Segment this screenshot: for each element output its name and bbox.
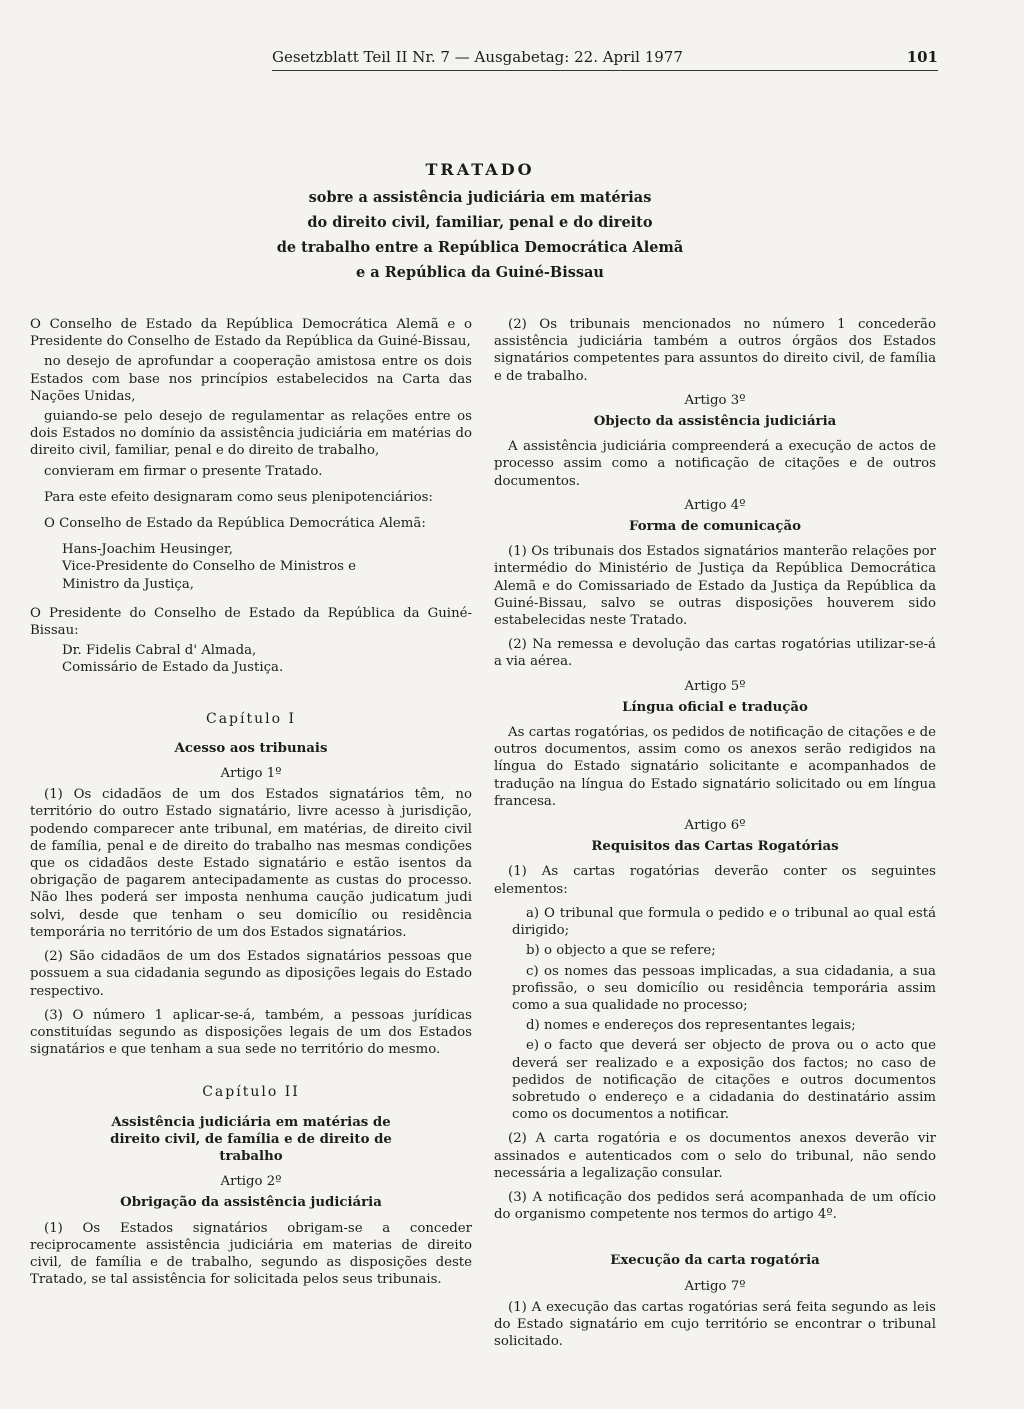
article-paragraph: (3) O número 1 aplicar-se-á, também, a pessoas jurídicas constituídas segundo as disposições legais de um dos Estados signatários e que tenham a sua sede no território do mesmo. <box>30 1007 472 1058</box>
plenipotentiary-name: Hans-Joachim Heusinger, <box>62 542 233 558</box>
article-paragraph: (1) Os cidadãos de um dos Estados signatários têm, no território do outro Estado signatário, livre acesso à jurisdição, podendo comparecer ante tribunal, em matérias, de direito civil de família, penal e de direito do trabalho nas mesmas condições que os cidadãos deste Estado signatário e estão isentos da obrigação de pagarem antecipadamente as custas do processo. Não lhes poderá ser imposta nenhuma caução judicatum judi solvi, desde que tenham o seu domicílio ou residência temporária no território de um dos Estados signatários. <box>30 787 472 940</box>
running-title: Gesetzblatt Teil II Nr. 7 — Ausgabetag: 22. April 1977 <box>272 48 683 66</box>
article-paragraph: (1) As cartas rogatórias deverão conter os seguintes elementos: <box>494 864 936 897</box>
preamble-paragraph: convieram em firmar o presente Tratado. <box>44 463 323 479</box>
article-paragraph: (2) A carta rogatória e os documentos anexos deverão vir assinados e autenticados com o selo do tribunal, não sendo necessária a legalização consular. <box>494 1131 936 1181</box>
article-title: Forma de comunicação <box>628 519 801 535</box>
list-item: e) o facto que deverá ser objecto de prova ou o acto que deverá ser realizado e a exposição dos factos; no caso de pedidos de notificação de citações e outros documentos sobretudo o endereço e a cidadania do destinatário assim como os documentos a notificar. <box>512 1038 936 1123</box>
chapter-title: Assistência judiciária em matérias de direito civil, de família e de direito de trabalho <box>110 1114 392 1164</box>
article-paragraph: (1) A execução das cartas rogatórias será feita segundo as leis do Estado signatário em cujo território se encontrar o tribunal solicitado. <box>494 1299 936 1350</box>
article-paragraph: (2) São cidadãos de um dos Estados signatários pessoas que possuem a sua cidadania segundo as diposições legais do Estado respectivo. <box>30 949 472 999</box>
preamble-paragraph: guiando-se pelo desejo de regulamentar as relações entre os dois Estados no domínio da assistência judiciária em matérias do direito civil, familiar, penal e do direito de trabalho, <box>30 409 472 459</box>
chapter-title: Acesso aos tribunais <box>174 740 328 756</box>
chapter-heading: Capítulo I <box>205 710 297 727</box>
page-number: 101 <box>906 48 938 66</box>
preamble-paragraph: O Conselho de Estado da República Democrática Alemã e o Presidente do Conselho de Estado da República da Guiné-Bissau, <box>30 317 472 350</box>
article-paragraph: (1) Os Estados signatários obrigam-se a conceder reciprocamente assistência judiciária em materias de direito civil, de família e de trabalho, segundo as disposições deste Tratado, se tal assistência for solicitada pelos seus tribunais. <box>30 1220 472 1288</box>
article-heading: Artigo 7º <box>684 1278 746 1294</box>
treaty-subtitle-line: sobre a assistência judiciária em matérias <box>308 189 652 206</box>
list-item: d) nomes e endereços dos representantes legais; <box>526 1018 856 1034</box>
article-title: Obrigação da assistência judiciária <box>120 1195 382 1211</box>
preamble-paragraph: O Presidente do Conselho de Estado da República da Guiné-Bissau: <box>30 605 472 639</box>
article-paragraph: (3) A notificação dos pedidos será acompanhada de um ofício do organismo competente nos termos do artigo 4º. <box>494 1189 936 1223</box>
plenipotentiary-title: Comissário de Estado da Justiça. <box>62 660 284 676</box>
article-title: Requisitos das Cartas Rogatórias <box>591 839 839 855</box>
list-item: a) O tribunal que formula o pedido e o tribunal ao qual está dirigido; <box>512 905 936 939</box>
right-column <box>494 316 936 1357</box>
chapter-heading: Capítulo II <box>202 1084 300 1101</box>
article-heading: Artigo 3º <box>684 392 746 408</box>
left-column <box>30 316 472 1295</box>
list-item: b) o objecto a que se refere; <box>526 943 716 959</box>
treaty-subtitle-line: de trabalho entre a República Democrática Alemã <box>276 239 684 256</box>
article-title: Língua oficial e tradução <box>622 699 808 715</box>
article-paragraph: (2) Os tribunais mencionados no número 1 concederão assistência judiciária também a outros órgãos dos Estados signatários competentes para assuntos do direito civil, de família e de trabalho. <box>494 317 936 384</box>
running-header <box>272 48 938 66</box>
plenipotentiary-name: Dr. Fidelis Cabral d' Almada, <box>62 643 257 659</box>
article-heading: Artigo 1º <box>220 766 282 782</box>
spacer <box>494 1230 936 1252</box>
article-paragraph: As cartas rogatórias, os pedidos de notificação de citações e de outros documentos, assim como os anexos serão redigidos na língua do Estado signatário solicitante e acompanhados de tradução na língua do Estado signatário solicitado ou em língua francesa. <box>494 725 936 809</box>
list-item: c) os nomes das pessoas implicadas, a sua cidadania, a sua profissão, o seu domicílio ou residência temporária assim como a sua qualidade no processo; <box>512 963 936 1013</box>
article-paragraph: (2) Na remessa e devolução das cartas rogatórias utilizar-se-á a via aérea. <box>494 637 936 670</box>
article-paragraph: (1) Os tribunais dos Estados signatários manterão relações por intermédio do Ministério de Justiça da República Democrática Alemã e do Comissariado de Estado da Justiça da República da Guiné-Bissau, salvo se outras disposições houverem sido estabelecidas neste Tratado. <box>494 544 936 629</box>
preamble-paragraph: no desejo de aprofundar a cooperação amistosa entre os dois Estados com base nos princípios estabelecidos na Carta das Nações Unidas, <box>30 354 472 404</box>
plenipotentiary-title: Vice-Presidente do Conselho de Ministros e <box>62 559 357 575</box>
treaty-title-block <box>140 160 820 285</box>
preamble-paragraph: O Conselho de Estado da República Democrática Alemã: <box>44 516 426 532</box>
treaty-subtitle-line: e a República da Guiné-Bissau <box>356 264 604 281</box>
preamble-paragraph: Para este efeito designaram como seus plenipotenciários: <box>44 489 433 505</box>
treaty-title: TRATADO <box>425 160 535 179</box>
header-rule <box>272 70 938 71</box>
treaty-subtitle-line: do direito civil, familiar, penal e do direito <box>307 214 653 231</box>
article-heading: Artigo 6º <box>684 818 746 834</box>
article-paragraph: A assistência judiciária compreenderá a execução de actos de processo assim como a notificação de citações e de outros documentos. <box>494 439 936 489</box>
requirements-list <box>494 905 936 1123</box>
article-heading: Artigo 2º <box>220 1174 282 1190</box>
article-heading: Artigo 4º <box>684 497 746 513</box>
article-title: Execução da carta rogatória <box>610 1253 820 1269</box>
plenipotentiary-title: Ministro da Justiça, <box>62 576 195 592</box>
article-title: Objecto da assistência judiciária <box>593 414 837 430</box>
article-heading: Artigo 5º <box>684 678 746 694</box>
